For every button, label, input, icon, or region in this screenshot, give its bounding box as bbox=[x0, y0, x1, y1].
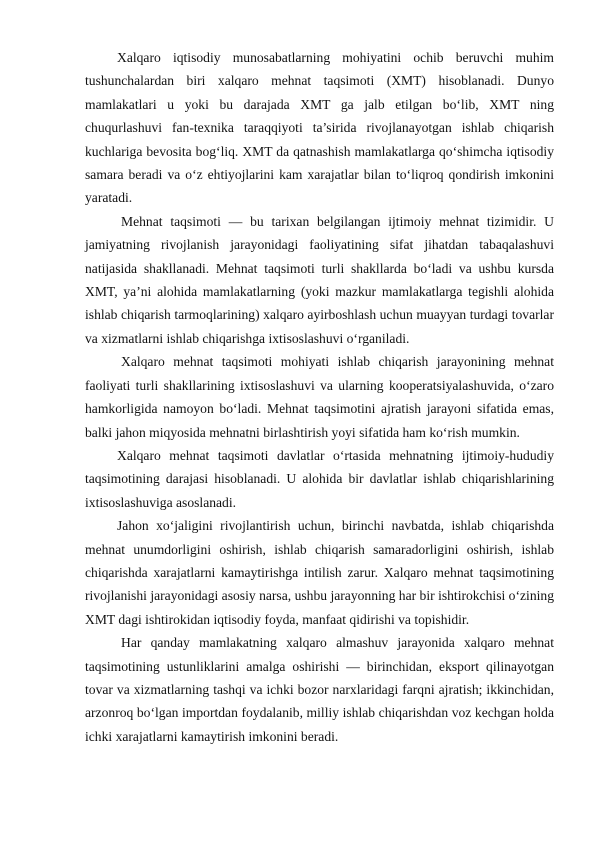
paragraph-1: Xalqaro iqtisodiy munosabatlarning mohiyatini ochib beruvchi muhim tushunchalardan biri xalqaro mehnat taqsimoti (XMT) hisoblanadi. Dunyo mamlakatlari u yoki bu darajada XMT ga jalb etilgan bo‘lib, XMT ning chuqurlashuvi fan-texnika taraqqiyoti ta’sirida rivojlanayotgan ishlab chiqarish kuchlariga bevosita bog‘liq. XMT da qatnashish mamlakatlarga qo‘shimcha iqtisodiy samara beradi va o‘z ehtiyojlarini kam xarajatlar bilan to‘liqroq qondirish imkonini yaratadi. bbox=[85, 50, 554, 206]
paragraph-2: Mehnat taqsimoti — bu tarixan belgilangan ijtimoiy mehnat tizimidir. U jamiyatning rivojlanish jarayonidagi faoliyatining sifat jihatdan tabaqalashuvi natijasida shakllanadi. Mehnat taqsimoti turli shakllarda bo‘ladi va ushbu kursda XMT, ya’ni alohida mamlakatlarning (yoki mazkur mamlakatlarga tegishli alohida ishlab chiqarish tarmoqlarining) xalqaro ayirboshlash uchun muayyan turdagi tovarlar va xizmatlarni ishlab chiqarishga ixtisoslashuvi o‘rganiladi. bbox=[85, 213, 554, 346]
paragraph-6: Har qanday mamlakatning xalqaro almashuv jarayonida xalqaro mehnat taqsimotining ustunliklarini amalga oshirishi — birinchidan, eksport qilinayotgan tovar va xizmatlarning tashqi va ichki bozor narxlaridagi farqni ajratish; ikkinchidan, arzonroq bo‘lgan importdan foydalanib, milliy ishlab chiqarishdan voz kechgan holda ichki xarajatlarni kamaytirish imkonini beradi. bbox=[85, 635, 554, 744]
paragraph-5: Jahon xo‘jaligini rivojlantirish uchun, birinchi navbatda, ishlab chiqarishda mehnat unumdorligini oshirish, ishlab chiqarish samaradorligini oshirish, ishlab chiqarishda xarajatlarni kamaytirishga intilish zarur. Xalqaro mehnat taqsimotining rivojlanishi jarayonidagi asosiy narsa, ushbu jarayonning har bir ishtirokchisi o‘zining XMT dagi ishtirokidan iqtisodiy foyda, manfaat qidirishi va topishidir. bbox=[85, 518, 554, 627]
paragraph-3: Xalqaro mehnat taqsimoti mohiyati ishlab chiqarish jarayonining mehnat faoliyati turli shakllarining ixtisoslashuvi va ularning kooperatsiyalashuvida, o‘zaro hamkorligida namoyon bo‘ladi. Mehnat taqsimotini ajratish jarayoni sifatida emas, balki jahon miqyosida mehnatni birlashtirish yoyi sifatida ham ko‘rish mumkin. bbox=[85, 354, 554, 440]
paragraph-4: Xalqaro mehnat taqsimoti davlatlar o‘rtasida mehnatning ijtimoiy-hududiy taqsimotining darajasi hisoblanadi. U alohida bir davlatlar ishlab chiqarishlarining ixtisoslashuviga asoslanadi. bbox=[85, 447, 554, 510]
document-page bbox=[85, 46, 554, 748]
